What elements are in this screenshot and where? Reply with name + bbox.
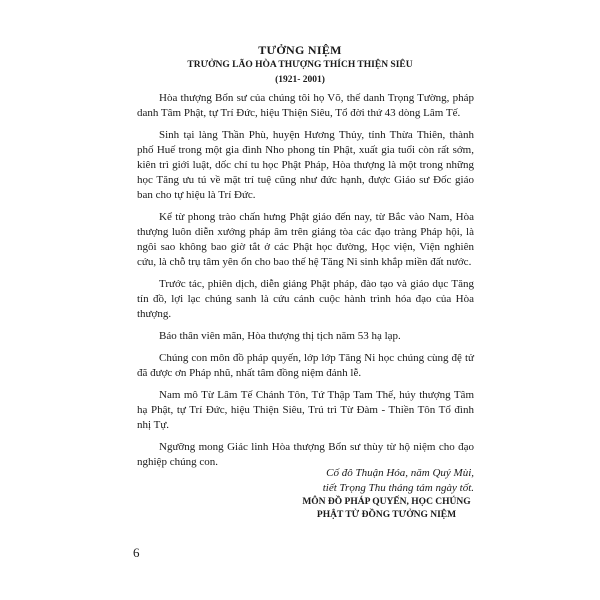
- paragraph-3: Kể từ phong trào chấn hưng Phật giáo đến nay, từ Bắc vào Nam, Hòa thượng luôn diễn xướng pháp âm trên giảng tòa các đạo tràng Pháp hội, là ngôi sao không bao giờ tắt ở các Phật học đường, Học viện, Viện nghiên cứu, là chỗ trụ tâm yên ổn cho bao thế hệ Tăng Ni sinh khắp miền đất nước.: [137, 211, 474, 268]
- page-number: 6: [133, 545, 140, 560]
- signature-org-line-2: PHẬT TỬ ĐỒNG TƯỞNG NIỆM: [316, 510, 457, 520]
- paragraph-4: Trước tác, phiên dịch, diễn giảng Phật pháp, đào tạo và giáo dục Tăng tín đồ, lợi lạc chúng sanh là cứu cánh cuộc hành trình hóa đạo của Hòa thượng.: [137, 278, 474, 320]
- paragraph-5: Báo thân viên mãn, Hòa thượng thị tịch năm 53 hạ lạp.: [159, 330, 401, 342]
- paragraph-7: Nam mô Từ Lâm Tế Chánh Tôn, Tứ Thập Tam Thế, húy thượng Tâm hạ Phật, tự Trí Đức, hiệu Thiện Siêu, Trú trì Từ Đàm - Thiền Tôn Tổ đình nhị Tự.: [137, 389, 474, 431]
- paragraph-8: Ngưỡng mong Giác linh Hòa thượng Bổn sư thùy từ hộ niệm cho đạo nghiệp chúng con.: [137, 441, 474, 468]
- paragraph-6: Chúng con môn đồ pháp quyến, lớp lớp Tăng Ni học chúng cùng đệ tử đã được ơn Pháp nhũ, nhất tâm đồng niệm đảnh lễ.: [137, 352, 474, 379]
- page-subtitle: TRƯỞNG LÃO HÒA THƯỢNG THÍCH THIỆN SIÊU: [187, 60, 413, 70]
- body-text: [137, 91, 474, 477]
- signature-date-detail: tiết Trọng Thu tháng tám ngày tốt.: [322, 482, 474, 494]
- paragraph-2: Sinh tại làng Thần Phù, huyện Hương Thủy, tỉnh Thừa Thiên, thành phố Huế trong một gia đình Nho phong tín Phật, xuất gia tuổi còn rất sớm, kiên trì giới luật, dốc chí tu học Phật Pháp, Hòa thượng là một trong những học Tăng ưu tú về mặt trí tuệ cũng như đức hạnh, được Giáo sư Đốc giáo ban cho tự hiệu là Trí Đức.: [137, 129, 474, 201]
- signature-block: [174, 466, 474, 522]
- signature-place-date: Cố đô Thuận Hóa, năm Quý Mùi,: [326, 467, 474, 479]
- life-years: (1921- 2001): [275, 75, 325, 85]
- signature-org-line-1: MÔN ĐỒ PHÁP QUYẾN, HỌC CHÚNG: [302, 497, 471, 507]
- page-title: TƯỞNG NIỆM: [258, 43, 342, 57]
- paragraph-1: Hòa thượng Bổn sư của chúng tôi họ Võ, thế danh Trọng Tường, pháp danh Tâm Phật, tự Trí Đức, hiệu Thiện Siêu, Tổ đời thứ 43 dòng Lâm Tế.: [137, 92, 474, 119]
